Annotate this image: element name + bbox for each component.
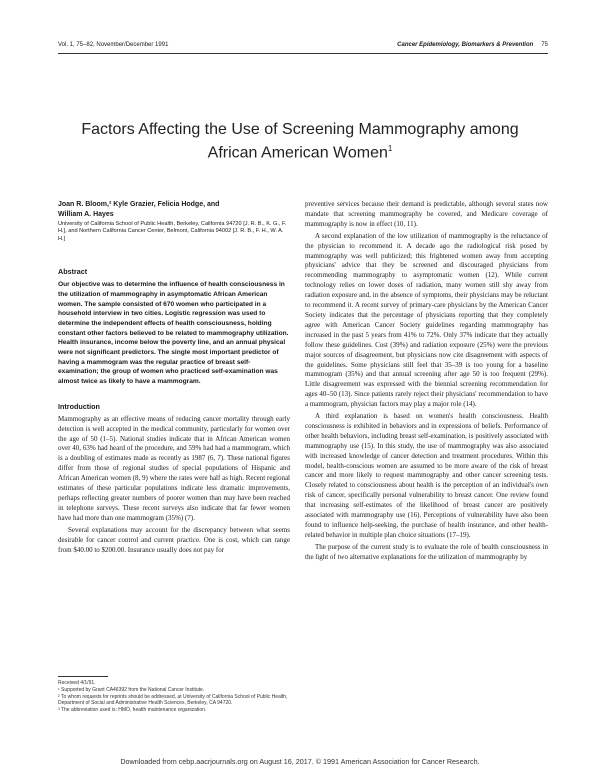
- title-line-1: Factors Affecting the Use of Screening Mammography among: [81, 121, 519, 138]
- intro-paragraph-2: Several explanations may account for the discrepancy between what seems desirable for cancer control and current practice. One is cost, which can range from $40.00 to $200.00. Insurance usually does not pay for: [58, 525, 290, 554]
- author-affiliation: University of California School of Public Health, Berkeley, California 94720 [J. R. B., K. G., F. H.], and Northern California Cancer Center, Belmont, California 94002 [J. R. B., F. H., W. A. H.]: [58, 221, 287, 242]
- header-rule: [58, 53, 548, 54]
- article-title: [40, 120, 560, 162]
- title-line-2-text: African American Women: [207, 144, 388, 162]
- abstract-heading: Abstract: [58, 267, 88, 277]
- journal-title: Cancer Epidemiology, Biomarkers & Prevention: [397, 42, 534, 48]
- footnote-rule: [58, 676, 108, 677]
- authors-line-2: William A. Hayes: [58, 210, 114, 218]
- journal-name: [397, 42, 548, 48]
- left-column: [58, 200, 290, 557]
- right-paragraph-1: preventive services because their demand is predictable, although several states now mandate that screening mammography be covered, and Medicare coverage of mammography is now in effect (10, 11).: [305, 200, 548, 228]
- intro-paragraph-1: Mammography as an effective means of reducing cancer mortality through early detection is well accepted in the medical community, particularly for women over the age of 50 (1–5). National studies indicate that in African American women over 40, 63% had heard of the procedure, and 59% had had a mammogram, which is a doubling of estimates made as recently as 1987 (6, 7). These national figures differ from those of regional studies of special populations of Hispanic and African American women (8, 9) where the rates were half as high. Recent regional estimates of these particular populations indicate less dramatic improvements, perhaps reflecting greater numbers of poorer women than may have been reached in telephone surveys. These recent surveys also indicate that far fewer women have had more than one mammogram (35%) (7).: [58, 414, 290, 522]
- introduction-heading: Introduction: [58, 401, 100, 411]
- right-column: [305, 200, 548, 565]
- title-footnote-marker: 1: [387, 144, 393, 153]
- download-notice: Downloaded from cebp.aacrjournals.org on August 16, 2017. © 1991 American Association for Cancer Research.: [120, 757, 480, 766]
- abstract-text: Our objective was to determine the influence of health consciousness in the utilization of mammography in asymptomatic African American women. The sample consisted of 670 women who participated in a household interview in two cities. Logistic regression was used to determine the independent effects of health consciousness, holding constant other factors believed to be related to mammography utilization. Health insurance, income below the poverty line, and an annual physical were not significant predictors. The single most important predictor of having a mammogram was the regular practice of breast self-examination; the group of women who practiced self-examination was almost twice as likely to have a mammogram.: [58, 281, 289, 386]
- footnotes: [58, 680, 290, 714]
- page-number: 75: [541, 42, 548, 48]
- authors-line-1: Joan R. Bloom,² Kyle Grazier, Felicia Hodge, and: [58, 201, 220, 208]
- footnote-3: ³ The abbreviation used is: HMO, health maintenance organization.: [58, 707, 207, 714]
- title-line-2: [40, 139, 560, 162]
- right-paragraph-3: A third explanation is based on women's health consciousness. Health consciousness is exhibited in behaviors and in expressions of beliefs. Performance of other health behaviors, including breast self-examination, is positively associated with mammography use (15). In this study, the use of mammography was also associated with increased knowledge of cancer detection and treatment procedures. Within this model, health-conscious women are assumed to be more aware of the risk of breast cancer and more likely to request mammography and other cancer screening tests. Closely related to consciousness about health is the perception of an individual's own risk of cancer, specifically personal vulnerability to breast cancer. One review found that increasing self-estimates of the likelihood of breast cancer are positively associated with mammography use (16). Perceptions of vulnerability have also been found to influence help-seeking, the purchase of health insurance, and other health-related behavior in multiple plan choice situations (17–19).: [305, 412, 548, 539]
- footnote-1: ¹ Supported by Grant CA46392 from the National Cancer Institute.: [58, 686, 205, 693]
- right-paragraph-4: The purpose of the current study is to evaluate the role of health consciousness in the light of two alternative explanations for the utilization of mammography by: [305, 542, 548, 561]
- journal-volume-info: Vol. 1, 75–82, November/December 1991: [58, 42, 169, 48]
- footnote-received: Received 4/1/91.: [58, 680, 96, 686]
- right-paragraph-2: A second explanation of the low utilization of mammography is the reluctance of the physician to recommend it. A decade ago the radiological risk posed by mammography was well publicized; this frightened women away from accepting physicians' advice that they be screened and discouraged physicians from recommending mammography to asymptomatic women (12). While current technology relies on lower doses of radiation, many women still shy away from radiation exposure and, in the absence of symptoms, their physicians may be reluctant to recommend it. A recent survey of primary-care physicians by the American Cancer Society indicates that the percentage of physicians reporting that they completely agree with American Cancer Society guidelines regarding mammography has increased in the past 5 years from 41% to 72%. Only 37% indicate that they actually follow these guidelines. Cost (39%) and radiation exposure (25%) were the previous major sources of disagreement, but physicians now cite disagreement with aspects of the guidelines. Some physicians still feel that 35–39 is too young for a baseline mammogram (35%) and that annual screening after age 50 is too frequent (29%). Little disagreement was expressed with the biennial screening recommendation for ages 40–50 (13). Since patients rarely reject their physicians' recommendation to have a mammogram, physician factors may play a major role (14).: [305, 231, 548, 409]
- footnote-2: ² To whom requests for reprints should be addressed, at University of California School of Public Health, Department of Social and Administrative Health Sciences, Berkeley, CA 94720.: [58, 693, 288, 707]
- author-list: [58, 200, 290, 219]
